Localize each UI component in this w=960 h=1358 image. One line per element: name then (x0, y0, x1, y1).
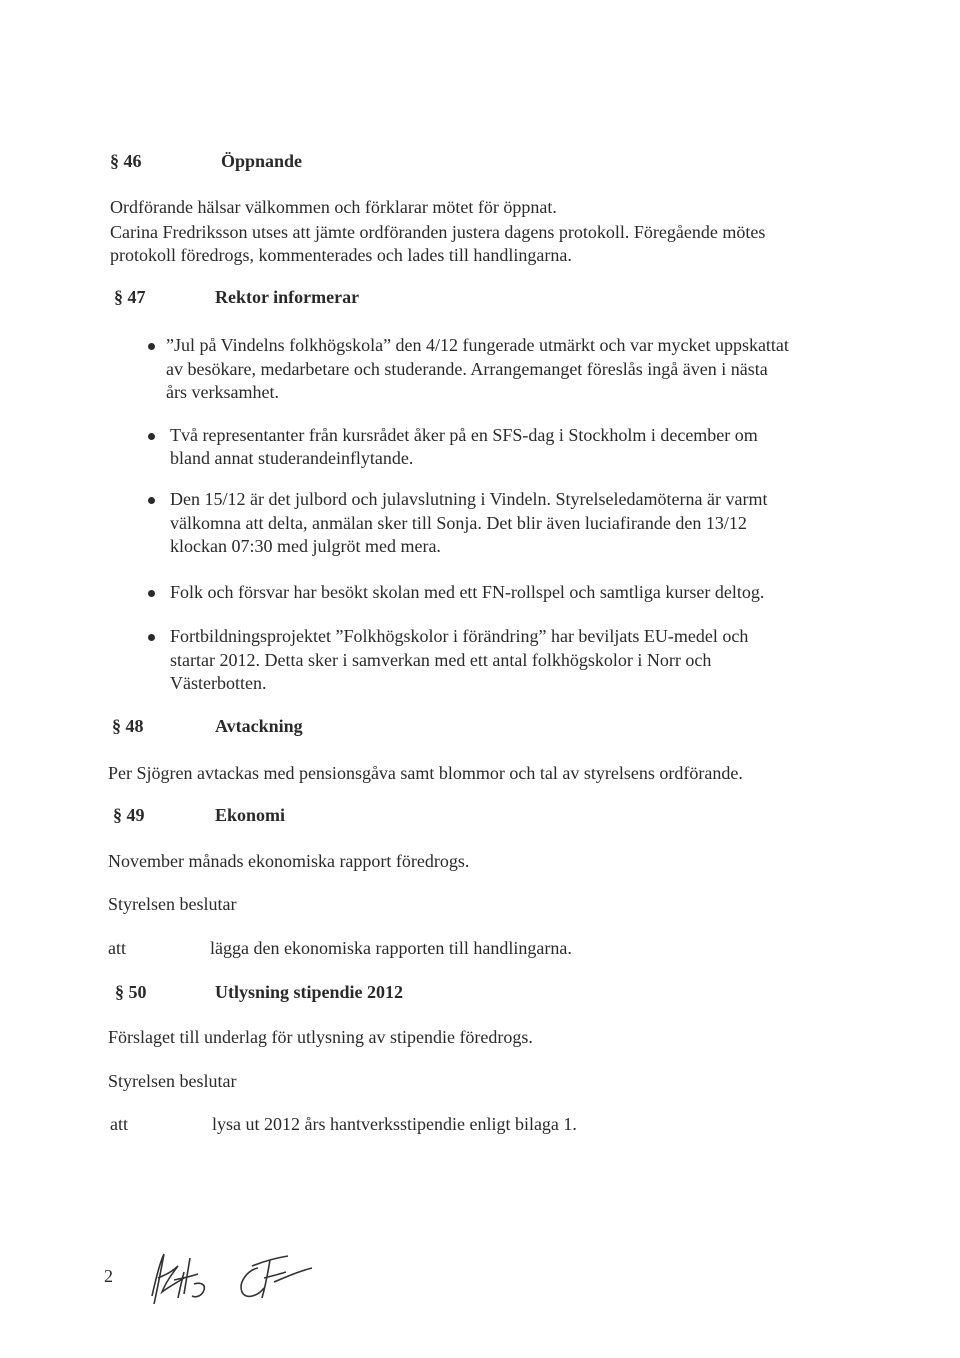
section-50-decision-att: att (110, 1114, 128, 1134)
bullet-2-line-2: bland annat studerandeinflytande. (170, 448, 414, 468)
section-47-number: § 47 (114, 287, 146, 307)
section-48-number: § 48 (112, 716, 144, 736)
section-46-line-3: protokoll föredrogs, kommenterades och lades till handlingarna. (110, 245, 572, 265)
section-49-number: § 49 (113, 805, 145, 825)
section-50-line-1: Förslaget till underlag för utlysning av stipendie föredrogs. (108, 1027, 533, 1047)
bullet-1-line-1: ”Jul på Vindelns folkhögskola” den 4/12 fungerade utmärkt och var mycket uppskattat (166, 335, 789, 355)
section-46-line-1: Ordförande hälsar välkommen och förklarar mötet för öppnat. (110, 197, 557, 217)
bullet-icon (148, 497, 155, 504)
bullet-3-line-2: välkomna att delta, anmälan sker till Sonja. Det blir även luciafirande den 13/12 (170, 513, 747, 533)
page-number: 2 (104, 1266, 113, 1286)
section-50-decision-text: lysa ut 2012 års hantverksstipendie enligt bilaga 1. (212, 1114, 577, 1134)
bullet-4-line-1: Folk och försvar har besökt skolan med ett FN-rollspel och samtliga kurser deltog. (170, 582, 765, 602)
section-49-title: Ekonomi (215, 805, 286, 825)
section-48-line-1: Per Sjögren avtackas med pensionsgåva samt blommor och tal av styrelsens ordförande. (108, 763, 743, 783)
section-49-decision-att: att (108, 938, 126, 958)
signature-initials-1 (138, 1248, 228, 1313)
bullet-icon (148, 343, 155, 350)
bullet-icon (148, 590, 155, 597)
bullet-5-line-1: Fortbildningsprojektet ”Folkhögskolor i förändring” har beviljats EU-medel och (170, 626, 749, 646)
bullet-icon (148, 433, 155, 440)
section-49-decision-intro: Styrelsen beslutar (108, 894, 237, 914)
bullet-5-line-3: Västerbotten. (170, 673, 267, 693)
section-46-number: § 46 (110, 151, 142, 171)
section-49-line-1: November månads ekonomiska rapport föredrogs. (108, 851, 470, 871)
section-50-number: § 50 (115, 982, 147, 1002)
bullet-3-line-1: Den 15/12 är det julbord och julavslutning i Vindeln. Styrelseledamöterna är varmt (170, 489, 768, 509)
bullet-1-line-2: av besökare, medarbetare och studerande. Arrangemanget föreslås ingå även i nästa (166, 359, 768, 379)
section-46-title: Öppnande (221, 151, 303, 171)
bullet-1-line-3: års verksamhet. (166, 382, 279, 402)
bullet-icon (148, 634, 155, 641)
section-48-title: Avtackning (215, 716, 303, 736)
bullet-5-line-2: startar 2012. Detta sker i samverkan med ett antal folkhögskolor i Norr och (170, 650, 712, 670)
signature-initials-2 (228, 1248, 318, 1308)
section-50-title: Utlysning stipendie 2012 (215, 982, 404, 1002)
section-46-line-2: Carina Fredriksson utses att jämte ordföranden justera dagens protokoll. Föregående mötes (110, 222, 766, 242)
section-50-decision-intro: Styrelsen beslutar (108, 1071, 237, 1091)
bullet-2-line-1: Två representanter från kursrådet åker på en SFS-dag i Stockholm i december om (170, 425, 758, 445)
section-49-decision-text: lägga den ekonomiska rapporten till handlingarna. (210, 938, 572, 958)
bullet-3-line-3: klockan 07:30 med julgröt med mera. (170, 536, 441, 556)
section-47-title: Rektor informerar (215, 287, 360, 307)
